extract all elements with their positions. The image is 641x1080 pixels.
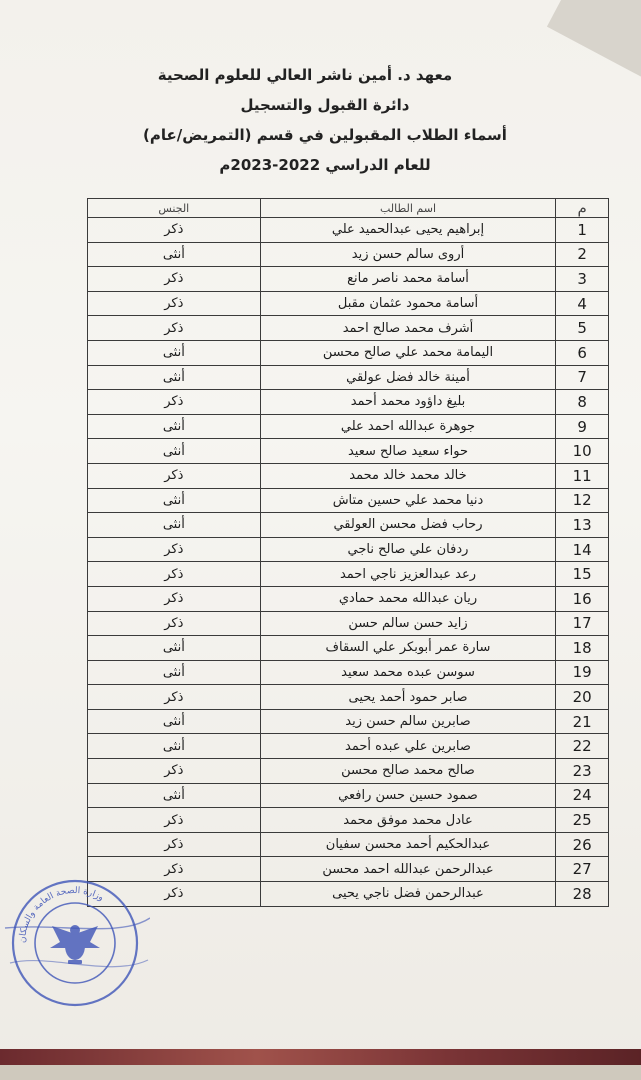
table-row <box>88 291 609 316</box>
row-number: 28 <box>556 882 609 907</box>
table-row <box>88 439 609 464</box>
student-sex: أنثى <box>88 636 261 661</box>
table-row <box>88 832 609 857</box>
table-row <box>88 636 609 661</box>
list-title: أسماء الطلاب المقبولين في قسم (التمريض/عام) <box>143 126 507 144</box>
row-number: 10 <box>556 439 609 464</box>
table-row <box>88 685 609 710</box>
table-row <box>88 808 609 833</box>
student-sex: أنثى <box>88 783 261 808</box>
student-name: عادل محمد موفق محمد <box>260 808 556 833</box>
student-name: رحاب فضل محسن العولقي <box>260 513 556 538</box>
student-sex: ذكر <box>88 832 261 857</box>
column-header-sex: الجنس <box>88 199 261 218</box>
student-sex: أنثى <box>88 439 261 464</box>
table-row <box>88 611 609 636</box>
student-sex: ذكر <box>88 882 261 907</box>
student-sex: أنثى <box>88 488 261 513</box>
bottom-fabric-strip <box>0 1049 641 1065</box>
table-row <box>88 414 609 439</box>
student-sex: ذكر <box>88 218 261 243</box>
row-number: 19 <box>556 660 609 685</box>
folded-corner <box>547 0 641 83</box>
student-name: أسامة محمد ناصر مانع <box>260 267 556 292</box>
student-sex: أنثى <box>88 513 261 538</box>
student-name: بليغ داؤود محمد أحمد <box>260 390 556 415</box>
table-row <box>88 660 609 685</box>
student-name: حواء سعيد صالح سعيد <box>260 439 556 464</box>
student-name: اليمامة محمد علي صالح محسن <box>260 340 556 365</box>
row-number: 18 <box>556 636 609 661</box>
student-name: دنيا محمد علي حسين متاش <box>260 488 556 513</box>
table-row <box>88 267 609 292</box>
row-number: 15 <box>556 562 609 587</box>
student-sex: ذكر <box>88 390 261 415</box>
row-number: 27 <box>556 857 609 882</box>
student-sex: ذكر <box>88 267 261 292</box>
student-sex: ذكر <box>88 562 261 587</box>
row-number: 9 <box>556 414 609 439</box>
table-header-row <box>88 199 609 218</box>
student-name: صمود حسين حسن رافعي <box>260 783 556 808</box>
student-sex: ذكر <box>88 808 261 833</box>
row-number: 26 <box>556 832 609 857</box>
stamp-text: وزارة الصحة العامة والسكان <box>17 885 106 944</box>
table-row <box>88 857 609 882</box>
table-row <box>88 709 609 734</box>
student-name: صابر حمود أحمد يحيى <box>260 685 556 710</box>
student-name: أمينة خالد فضل عولقي <box>260 365 556 390</box>
student-name: صابرين علي عبده أحمد <box>260 734 556 759</box>
student-sex: أنثى <box>88 709 261 734</box>
student-name: صابرين سالم حسن زيد <box>260 709 556 734</box>
table-row <box>88 242 609 267</box>
row-number: 2 <box>556 242 609 267</box>
table-body <box>88 218 609 907</box>
table-row <box>88 365 609 390</box>
student-name: عبدالحكيم أحمد محسن سفيان <box>260 832 556 857</box>
row-number: 14 <box>556 537 609 562</box>
academic-year: للعام الدراسي 2022-2023م <box>219 156 431 174</box>
table-row <box>88 783 609 808</box>
student-sex: ذكر <box>88 316 261 341</box>
student-sex: أنثى <box>88 414 261 439</box>
table-row <box>88 340 609 365</box>
student-sex: أنثى <box>88 242 261 267</box>
student-name: أروى سالم حسن زيد <box>260 242 556 267</box>
row-number: 11 <box>556 463 609 488</box>
student-sex: ذكر <box>88 685 261 710</box>
student-name: أسامة محمود عثمان مقبل <box>260 291 556 316</box>
row-number: 25 <box>556 808 609 833</box>
row-number: 24 <box>556 783 609 808</box>
student-sex: ذكر <box>88 463 261 488</box>
student-sex: أنثى <box>88 660 261 685</box>
student-name: رعد عبدالعزيز ناجي احمد <box>260 562 556 587</box>
row-number: 17 <box>556 611 609 636</box>
student-name: ريان عبدالله محمد حمادي <box>260 586 556 611</box>
row-number: 4 <box>556 291 609 316</box>
student-name: سارة عمر أبوبكر علي السقاف <box>260 636 556 661</box>
student-name: سوسن عبده محمد سعيد <box>260 660 556 685</box>
column-header-name: اسم الطالب <box>260 199 556 218</box>
institute-name: معهد د. أمين ناشر العالي للعلوم الصحية <box>157 66 453 84</box>
eagle-emblem-icon <box>50 925 100 964</box>
table-row <box>88 488 609 513</box>
row-number: 21 <box>556 709 609 734</box>
table-row <box>88 513 609 538</box>
row-number: 8 <box>556 390 609 415</box>
student-sex: أنثى <box>88 365 261 390</box>
student-sex: ذكر <box>88 857 261 882</box>
students-table <box>87 198 609 907</box>
student-sex: أنثى <box>88 734 261 759</box>
row-number: 3 <box>556 267 609 292</box>
document-header <box>90 60 560 180</box>
table-row <box>88 390 609 415</box>
student-sex: ذكر <box>88 537 261 562</box>
official-stamp <box>0 868 150 1018</box>
student-sex: ذكر <box>88 291 261 316</box>
table-row <box>88 759 609 784</box>
row-number: 16 <box>556 586 609 611</box>
row-number: 23 <box>556 759 609 784</box>
column-header-number: م <box>556 199 609 218</box>
student-name: أشرف محمد صالح احمد <box>260 316 556 341</box>
table-row <box>88 586 609 611</box>
table-row <box>88 734 609 759</box>
table-row <box>88 463 609 488</box>
student-name: عبدالرحمن فضل ناجي يحيى <box>260 882 556 907</box>
table-row <box>88 218 609 243</box>
student-name: صالح محمد صالح محسن <box>260 759 556 784</box>
student-name: خالد محمد خالد محمد <box>260 463 556 488</box>
table-row <box>88 316 609 341</box>
student-sex: أنثى <box>88 340 261 365</box>
row-number: 6 <box>556 340 609 365</box>
row-number: 5 <box>556 316 609 341</box>
student-name: ردفان علي صالح ناجي <box>260 537 556 562</box>
row-number: 22 <box>556 734 609 759</box>
department-name: دائرة القبول والتسجيل <box>240 96 410 114</box>
student-name: جوهرة عبدالله احمد علي <box>260 414 556 439</box>
row-number: 20 <box>556 685 609 710</box>
student-name: زايد حسن سالم حسن <box>260 611 556 636</box>
row-number: 7 <box>556 365 609 390</box>
student-name: عبدالرحمن عبدالله احمد محسن <box>260 857 556 882</box>
table-row <box>88 882 609 907</box>
student-sex: ذكر <box>88 586 261 611</box>
student-name: إبراهيم يحيى عبدالحميد علي <box>260 218 556 243</box>
row-number: 12 <box>556 488 609 513</box>
student-sex: ذكر <box>88 611 261 636</box>
student-sex: ذكر <box>88 759 261 784</box>
row-number: 13 <box>556 513 609 538</box>
table-row <box>88 562 609 587</box>
row-number: 1 <box>556 218 609 243</box>
table-row <box>88 537 609 562</box>
